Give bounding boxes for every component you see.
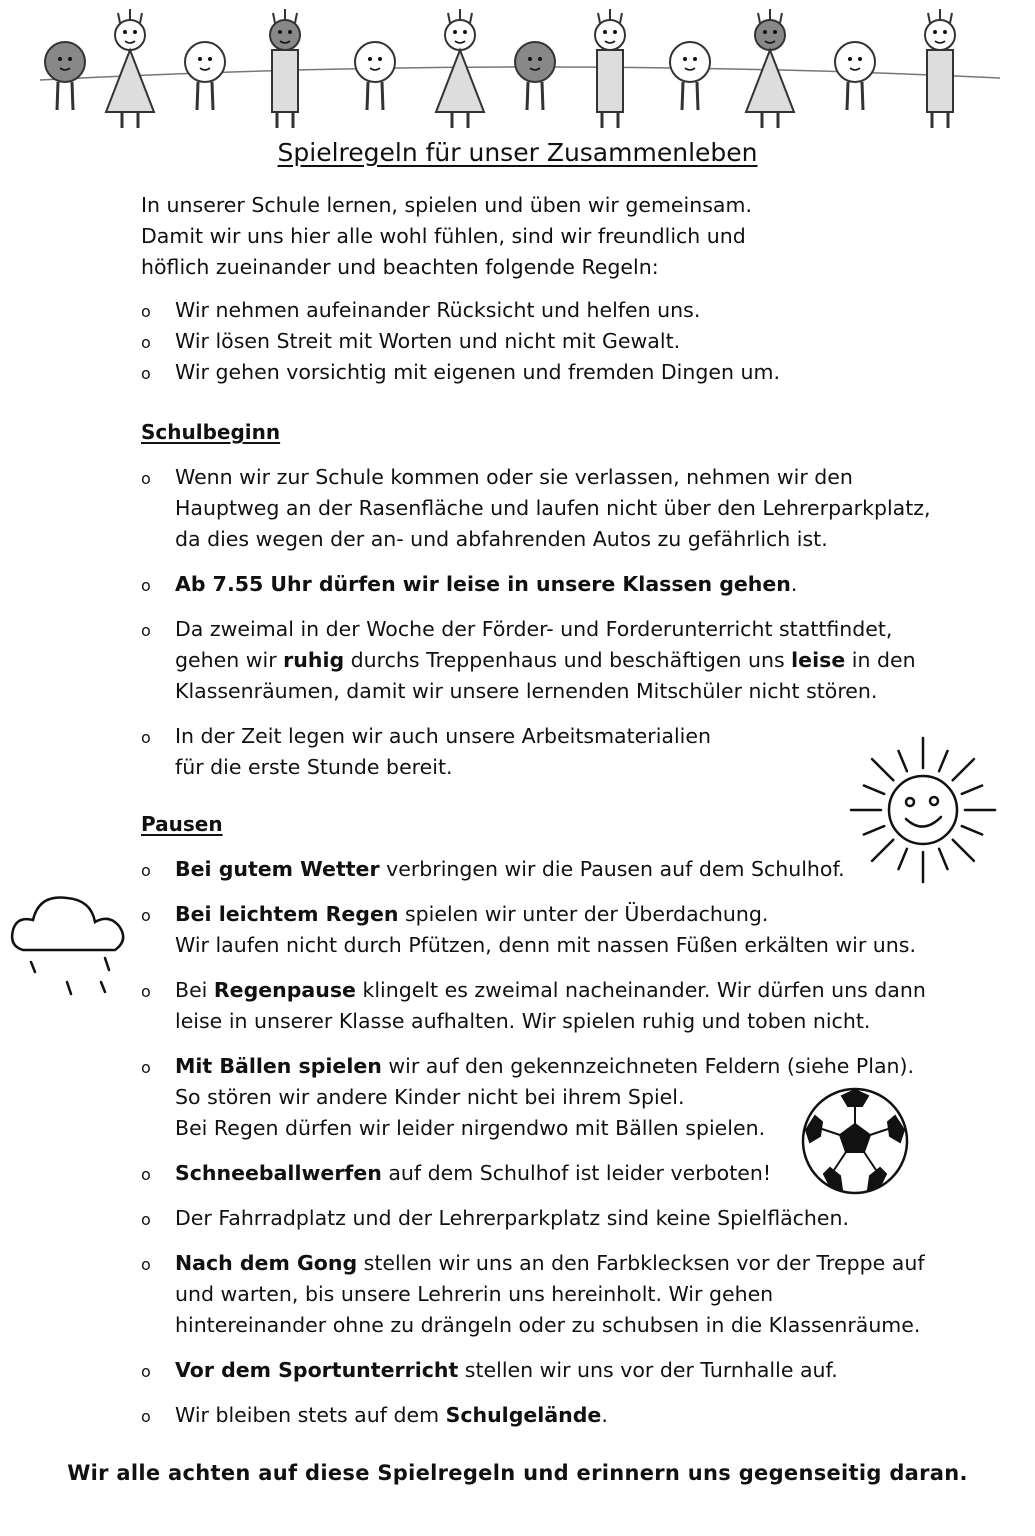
children-banner-icon <box>0 0 1035 135</box>
list-item: o In der Zeit legen wir auch unsere Arbeitsmaterialien für die erste Stunde bereit. <box>141 721 971 783</box>
list-item: o Wir bleiben stets auf dem Schulgelände. <box>141 1400 971 1431</box>
child-figure-icon <box>45 42 85 110</box>
list-item: o Wenn wir zur Schule kommen oder sie verlassen, nehmen wir den Hauptweg an der Rasenfläche und laufen nicht über den Lehrerparkplatz, da dies wegen der an- und abfahrenden Autos zu gefährlich ist. <box>141 462 971 555</box>
page-title: Spielregeln für unser Zusammenleben <box>277 138 758 167</box>
list-item: o Der Fahrradplatz und der Lehrerparkplatz sind keine Spielflächen. <box>141 1203 971 1234</box>
schulbeginn-list <box>141 462 971 783</box>
list-item: o Mit Bällen spielen wir auf den gekennzeichneten Feldern (siehe Plan). So stören wir andere Kinder nicht bei ihrem Spiel. Bei Regen dürfen wir leider nirgendwo mit Bällen spielen. <box>141 1051 971 1144</box>
sun-icon <box>848 735 998 885</box>
child-figure-icon <box>106 9 154 128</box>
child-figure-icon <box>670 42 710 110</box>
list-item: o Bei leichtem Regen spielen wir unter der Überdachung. Wir laufen nicht durch Pfützen, denn mit nassen Füßen erkälten wir uns. <box>141 899 971 961</box>
list-item: o Wir lösen Streit mit Worten und nicht mit Gewalt. <box>141 326 971 357</box>
list-item: o Da zweimal in der Woche der Förder- und Forderunterricht stattfindet, gehen wir ruhig durchs Treppenhaus und beschäftigen uns leise in den Klassenräumen, damit wir unsere lernenden Mitschüler nicht stören. <box>141 614 971 707</box>
child-figure-icon <box>746 9 794 128</box>
general-rules-list <box>141 295 971 388</box>
closing-statement: Wir alle achten auf diese Spielregeln und erinnern uns gegenseitig daran. <box>67 1461 968 1485</box>
child-figure-icon <box>436 9 484 128</box>
child-figure-icon <box>355 42 395 110</box>
child-figure-icon <box>270 9 300 128</box>
list-item: o Ab 7.55 Uhr dürfen wir leise in unsere Klassen gehen. <box>141 569 971 600</box>
list-item: o Schneeballwerfen auf dem Schulhof ist leider verboten! <box>141 1158 971 1189</box>
list-item: o Nach dem Gong stellen wir uns an den Farbklecksen vor der Treppe auf und warten, bis unsere Lehrerin uns hereinholt. Wir gehen hintereinander ohne zu drängeln oder zu schubsen in die Klassenräume. <box>141 1248 971 1341</box>
intro-line: höflich zueinander und beachten folgende Regeln: <box>141 255 659 279</box>
child-figure-icon <box>595 9 625 128</box>
soccer-ball-icon <box>800 1086 910 1196</box>
list-item: o Wir gehen vorsichtig mit eigenen und fremden Dingen um. <box>141 357 971 388</box>
intro-paragraph <box>141 190 861 283</box>
child-figure-icon <box>515 42 555 110</box>
rain-cloud-icon <box>5 880 130 1005</box>
child-figure-icon <box>185 42 225 110</box>
list-item: o Bei gutem Wetter verbringen wir die Pausen auf dem Schulhof. <box>141 854 971 885</box>
intro-line: In unserer Schule lernen, spielen und üben wir gemeinsam. <box>141 193 752 217</box>
section-heading-schulbeginn: Schulbeginn <box>141 420 281 444</box>
child-figure-icon <box>835 42 875 110</box>
list-item: o Wir nehmen aufeinander Rücksicht und helfen uns. <box>141 295 971 326</box>
intro-line: Damit wir uns hier alle wohl fühlen, sind wir freundlich und <box>141 224 746 248</box>
child-figure-icon <box>925 9 955 128</box>
list-item: o Bei Regenpause klingelt es zweimal nacheinander. Wir dürfen uns dann leise in unserer Klasse aufhalten. Wir spielen ruhig und toben nicht. <box>141 975 971 1037</box>
section-heading-pausen: Pausen <box>141 812 223 836</box>
list-item: o Vor dem Sportunterricht stellen wir uns vor der Turnhalle auf. <box>141 1355 971 1386</box>
